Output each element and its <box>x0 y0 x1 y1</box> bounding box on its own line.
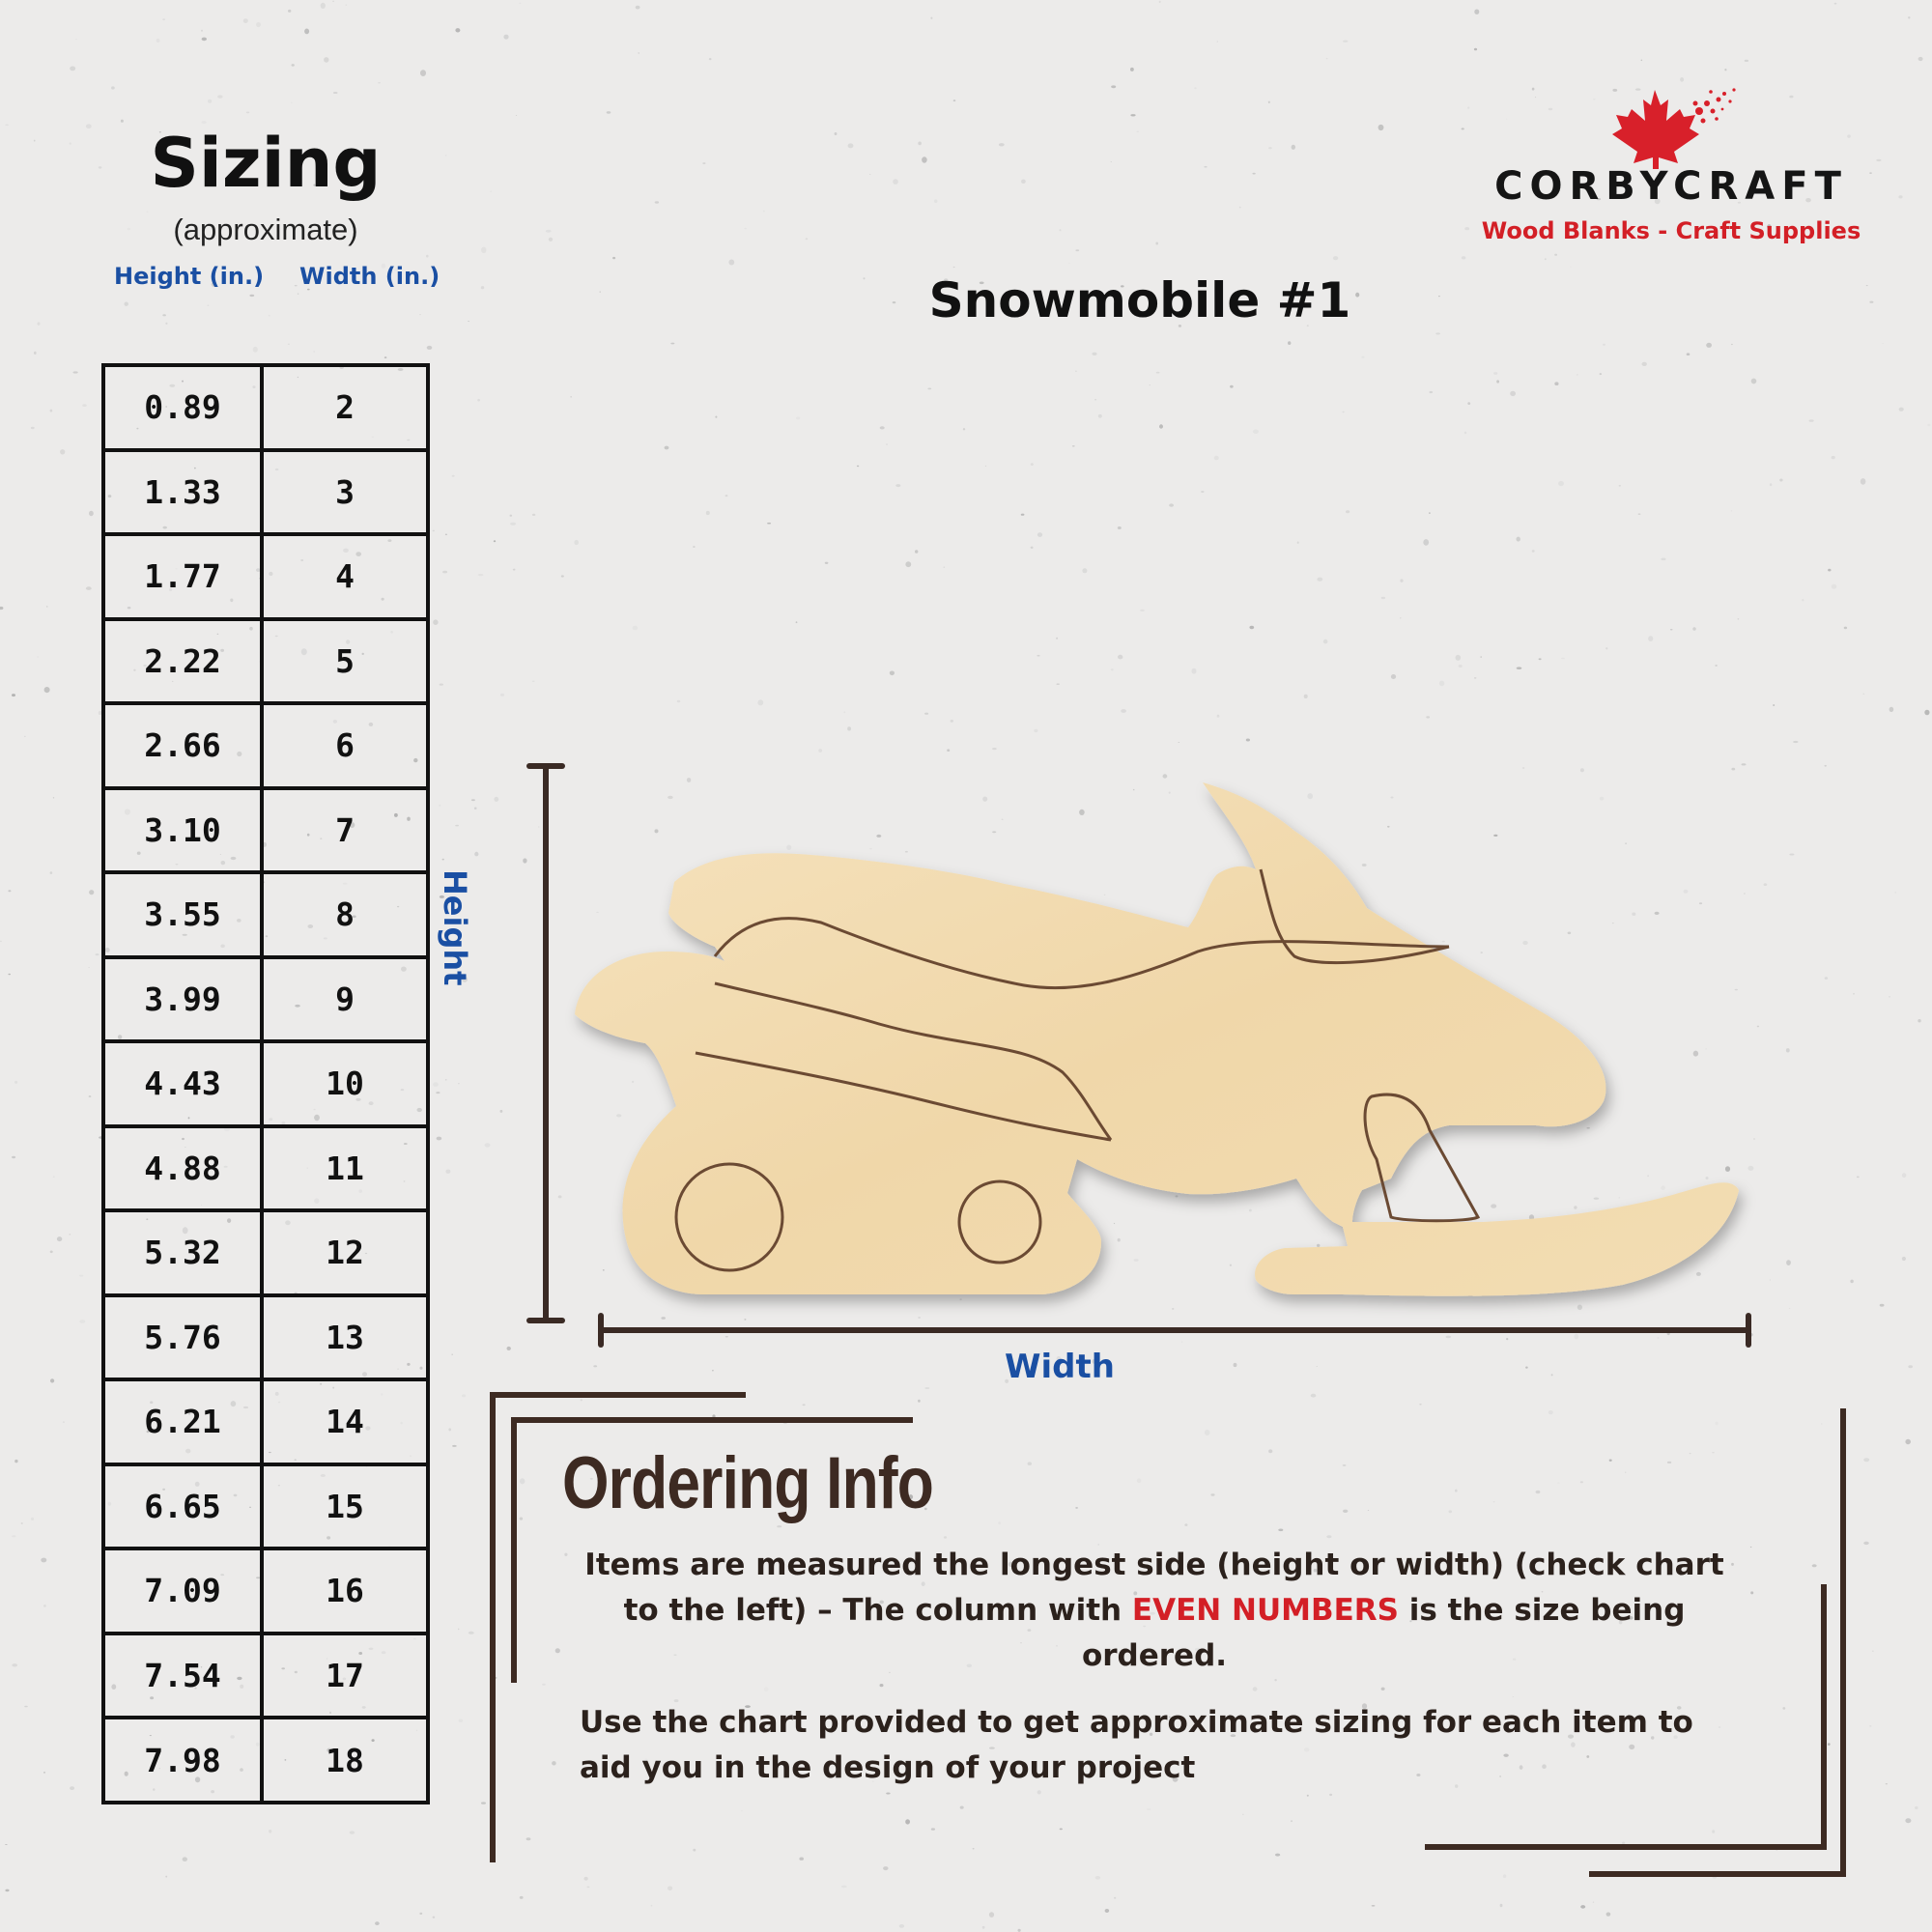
width-cell: 13 <box>262 1295 428 1380</box>
product-title: Snowmobile #1 <box>928 272 1351 328</box>
width-cell: 11 <box>262 1126 428 1211</box>
height-cell: 3.10 <box>103 788 262 873</box>
height-cell: 1.77 <box>103 534 262 619</box>
width-cell: 18 <box>262 1718 428 1803</box>
height-cell: 5.32 <box>103 1210 262 1295</box>
ordering-text-part: is the size being ordered. <box>1081 1593 1686 1673</box>
sizing-subtitle: (approximate) <box>173 213 358 246</box>
height-cell: 0.89 <box>103 365 262 450</box>
brand-name: CORBYCRAFT <box>1494 164 1848 209</box>
height-cell: 3.99 <box>103 957 262 1042</box>
even-numbers-highlight: EVEN NUMBERS <box>1131 1593 1399 1628</box>
brand-tagline: Wood Blanks - Craft Supplies <box>1481 217 1861 244</box>
width-cell: 14 <box>262 1379 428 1464</box>
ordering-info-paragraph-2: Use the chart provided to get approximate sizing for each item to aid you in the design of your project <box>580 1705 1693 1785</box>
ordering-info-paragraph-1 <box>570 1543 1739 1679</box>
width-cell: 2 <box>262 365 428 450</box>
height-cell: 2.66 <box>103 703 262 788</box>
sizing-title: Sizing <box>150 124 382 203</box>
height-cell: 4.88 <box>103 1126 262 1211</box>
height-cell: 6.21 <box>103 1379 262 1464</box>
width-cell: 15 <box>262 1464 428 1549</box>
width-cell: 3 <box>262 450 428 535</box>
width-cell: 10 <box>262 1041 428 1126</box>
width-cell: 9 <box>262 957 428 1042</box>
ordering-info-title: Ordering Info <box>562 1442 934 1524</box>
width-column-header: Width (in.) <box>299 263 440 290</box>
height-cell: 1.33 <box>103 450 262 535</box>
height-cell: 4.43 <box>103 1041 262 1126</box>
height-cell: 2.22 <box>103 619 262 704</box>
width-cell: 7 <box>262 788 428 873</box>
height-cell: 7.09 <box>103 1548 262 1634</box>
width-cell: 4 <box>262 534 428 619</box>
width-cell: 6 <box>262 703 428 788</box>
width-label: Width <box>1005 1348 1115 1386</box>
width-cell: 12 <box>262 1210 428 1295</box>
height-cell: 6.65 <box>103 1464 262 1549</box>
ordering-text-part: Items are measured the longest side (height or width) (check chart to the left) – The column with <box>584 1548 1724 1628</box>
height-cell: 5.76 <box>103 1295 262 1380</box>
height-cell: 7.54 <box>103 1634 262 1719</box>
width-cell: 5 <box>262 619 428 704</box>
width-cell: 17 <box>262 1634 428 1719</box>
height-cell: 7.98 <box>103 1718 262 1803</box>
height-cell: 3.55 <box>103 872 262 957</box>
width-cell: 8 <box>262 872 428 957</box>
height-column-header: Height (in.) <box>114 263 265 290</box>
height-label: Height <box>437 869 473 986</box>
width-cell: 16 <box>262 1548 428 1634</box>
